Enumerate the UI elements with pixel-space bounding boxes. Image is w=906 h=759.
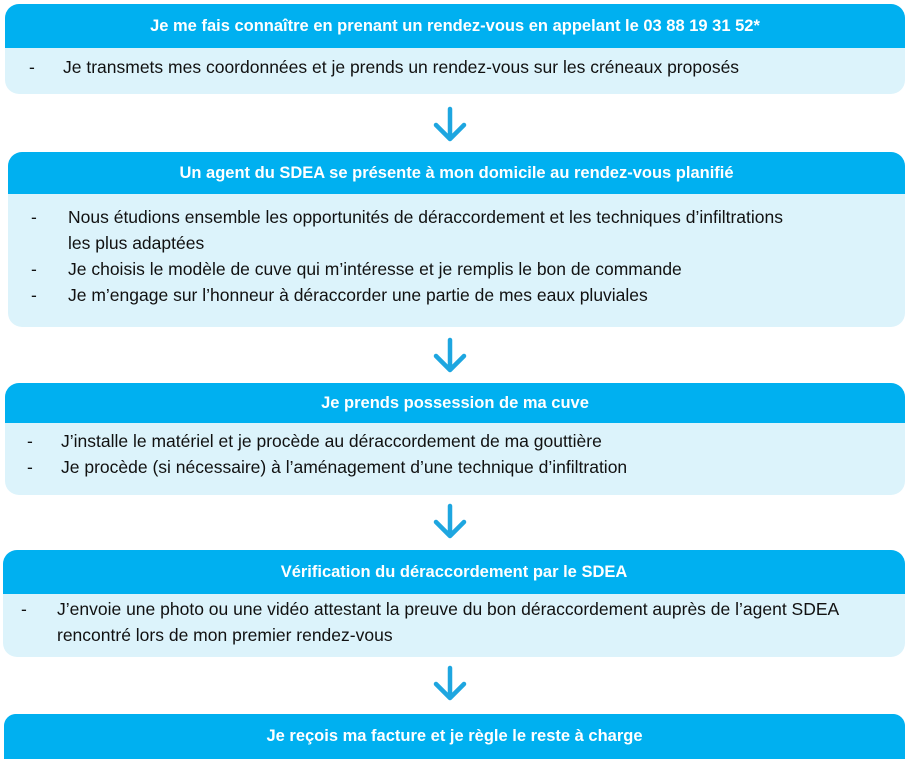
bullet-dash: - [21,599,27,619]
arrow-down-icon [430,336,470,376]
step-2-item-3 [31,282,805,308]
step-3-item-2 [27,454,885,480]
step-3-title: Je prends possession de ma cuve [5,383,905,423]
arrow-down-icon [430,502,470,542]
step-4-item-1-text: J’envoie une photo ou une vidéo attestant la preuve du bon déraccordement auprès de l’agent SDEA rencontré lors de mon premier rendez-vous [57,599,839,645]
bullet-dash: - [31,285,37,305]
step-1-body [5,54,905,94]
step-2-body [8,204,905,327]
step-5-card [4,714,905,759]
step-2-item-2 [31,256,805,282]
step-3-card [5,383,905,495]
step-1-item-1-text: Je transmets mes coordonnées et je prends un rendez-vous sur les créneaux proposés [63,57,740,77]
bullet-dash: - [31,259,37,279]
step-4-item-1 [21,596,865,648]
bullet-dash: - [29,57,35,77]
arrow-down-icon [430,105,470,145]
step-4-card [3,550,905,657]
step-1-title: Je me fais connaître en prenant un rendez-vous en appelant le 03 88 19 31 52* [5,4,905,48]
step-4-body [3,596,905,657]
step-2-item-1 [31,204,805,256]
step-2-item-1-text: Nous étudions ensemble les opportunités de déraccordement et les techniques d’infiltrations les plus adaptées [68,207,784,253]
step-5-title: Je reçois ma facture et je règle le reste à charge [4,714,905,759]
step-3-item-1 [27,428,885,454]
step-3-item-1-text: J’installe le matériel et je procède au déraccordement de ma gouttière [61,431,602,451]
step-2-card [8,152,905,327]
step-1-item-1 [29,54,885,80]
step-3-item-2-text: Je procède (si nécessaire) à l’aménagement d’une technique d’infiltration [61,457,628,477]
step-2-title: Un agent du SDEA se présente à mon domicile au rendez-vous planifié [8,152,905,194]
step-2-item-3-text: Je m’engage sur l’honneur à déraccorder une partie de mes eaux pluviales [68,285,648,305]
step-2-item-2-text: Je choisis le modèle de cuve qui m’intéresse et je remplis le bon de commande [68,259,682,279]
bullet-dash: - [31,207,37,227]
bullet-dash: - [27,431,33,451]
step-3-body [5,428,905,495]
step-4-title: Vérification du déraccordement par le SDEA [3,550,905,594]
arrow-down-icon [430,664,470,704]
step-1-card [5,4,905,94]
bullet-dash: - [27,457,33,477]
